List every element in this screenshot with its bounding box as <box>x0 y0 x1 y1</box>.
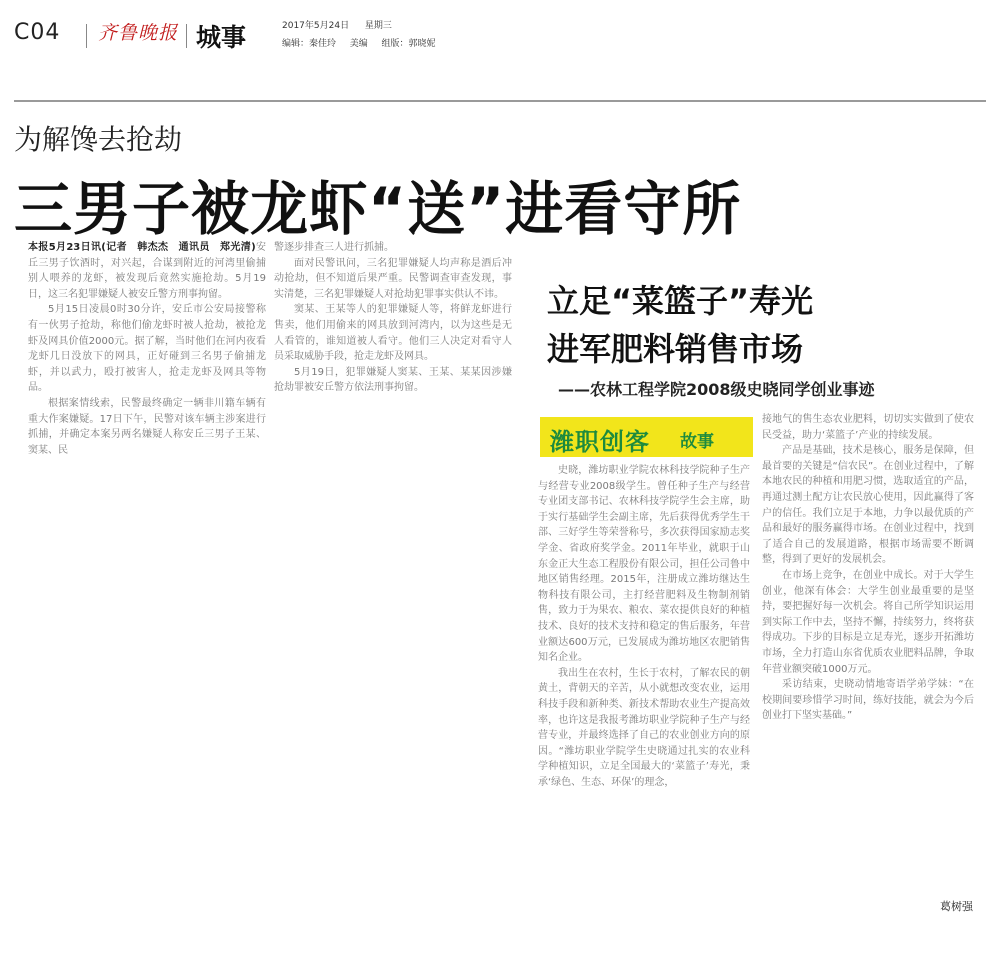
story1-paragraph: 窦某、王某等人的犯罪嫌疑人等，将鲜龙虾进行售卖，他们用偷来的网具放到河湾内，以为这些是无人看管的，谁知道被人看守。他们三人决定对看守人员采取威胁手段，抢走龙虾及网具。 <box>274 304 512 363</box>
story2-column-1 <box>538 463 750 923</box>
section-title: 城事 <box>196 23 247 52</box>
story2-deck: ——农林工程学院2008级史晓同学创业事迹 <box>558 380 875 399</box>
story1-paragraph: 警逐步排查三人进行抓捕。 <box>274 242 394 253</box>
issue-date-line <box>282 18 392 31</box>
story2-paragraph: 我出生在农村，生长于农村，了解农民的朝黄土，背朝天的辛苦，从小就想改变农业，运用科技手段和新种类、新技术帮助农业生产提高效率，也许这是我报考潍坊职业学院种子生产与经营专业，并最终选择了自己的农业创业方向的原因。“潍坊职业学院学生史晓通过扎实的农业科学种植知识，立足全国最大的‘菜篮子’寿光，秉承‘绿色、生态、环保’的理念， <box>538 667 750 788</box>
story1-kicker: 为解馋去抢劫 <box>14 123 183 156</box>
divider <box>186 24 187 48</box>
issue-date: 2017年5月24日 <box>282 21 350 31</box>
dateline: 本报5月23日讯(记者 韩杰杰 通讯员 郑光清) <box>28 242 256 253</box>
story1-headline: 三男子被龙虾“送”进看守所 <box>14 175 742 243</box>
story2-headline-line-1: 立足“菜篮子”寿光 <box>547 282 814 320</box>
header-rule <box>14 100 986 102</box>
badge-main-text: 潍职创客 <box>550 428 650 456</box>
story2-paragraph: 产品是基础，技术是核心，服务是保障，但最首要的关键是“信农民”。在创业过程中，了解本地农民的种植和用肥习惯，选取适宜的产品，再通过测土配方让农民放心使用，因此赢得了客户的信任。我们立足于本地，力争以最优质的产品和最好的服务赢得市场。在创业过程中，找到了适合自己的发展道路，根据市场需要不断调整，得到了更好的发展机会。 <box>762 445 974 566</box>
badge-sub-text: 故事 <box>680 432 714 452</box>
story2-paragraph: 接地气的售生态农业肥料，切切实实做到了使农民受益，助力‘菜篮子’产业的持续发展。 <box>762 414 974 441</box>
layout-credit: 组版：郭晓妮 <box>381 39 436 49</box>
newspaper-logo: 齐鲁晚报 <box>98 22 179 44</box>
story1-column-2 <box>274 240 512 508</box>
story2-paragraph: 在市场上竞争，在创业中成长。对于大学生创业，他深有体会：大学生创业最重要的是坚持，要把握好每一次机会。将自己所学知识运用到实际工作中去，坚持不懈，持续努力，终将获得成功。下步的目标是立足寿光，逐步开拓潍坊市场，全力打造山东省优质农业肥料品牌，争取年营业额突破1000万元。 <box>762 569 974 675</box>
story1-paragraph: 根据案情线索，民警最终确定一辆非川籍车辆有重大作案嫌疑。17日下午，民警对该车辆主涉案进行抓捕，并确定本案另两名嫌疑人称安丘三男子王某、窦某、民 <box>28 397 266 456</box>
page-number: C04 <box>14 20 61 45</box>
story1-paragraph: 5月19日，犯罪嫌疑人窦某、王某、某某因涉嫌抢劫罪被安丘警方依法刑事拘留。 <box>274 366 512 394</box>
story1-paragraph: 5月15日凌晨0时30分许，安丘市公安局接警称有一伙男子抢劫，称他们偷龙虾时被人抢劫，被抢龙虾及网具价值2000元。据了解，当时他们在河内夜看龙虾几日没放下的网具，正好碰到三名男子偷捕龙虾，并以武力，殴打被害人，抢走龙虾及网具等物品。 <box>28 304 266 394</box>
masthead <box>14 12 986 62</box>
story2-paragraph: 采访结束，史晓动情地寄语学弟学妹：“在校期间要珍惜学习时间，练好技能，就会为今后创业打下坚实基础。” <box>762 679 974 722</box>
editor-credit: 编辑：秦佳玲 <box>282 39 337 49</box>
story1-lead-paragraph <box>28 240 266 302</box>
byline: 葛树强 <box>940 900 973 913</box>
story2-paragraph: 史晓，潍坊职业学院农林科技学院种子生产与经营专业2008级学生。曾任种子生产与经营专业团支部书记、农林科技学院学生会主席，助于实行基础学生会副主席，先后获得优秀学生干部、三好学生等荣誉称号，多次获得国家励志奖学金、省政府奖学金。2011年毕业，就职于山东金正大生态工程股份有限公司，担任公司鲁中地区销售经理。2015年，注册成立潍坊继达生物科技有限公司，主打经营肥料及生物制剂销售，致力于为果农、粮农、菜农提供良好的种植技术、良好的技术支持和稳定的售后服务，年营业额达600万元，已发展成为潍坊地区农肥销售知名企业。 <box>538 465 750 664</box>
column-badge <box>540 417 753 457</box>
divider <box>86 24 87 48</box>
art-credit: 美编 <box>349 39 368 49</box>
staff-credits <box>282 36 436 49</box>
story2-column-2 <box>762 412 974 895</box>
issue-weekday: 星期三 <box>364 21 392 31</box>
story1-col1-text: 安丘三男子饮酒时，对兴起，合谋到附近的河湾里偷捕别人喂养的龙虾，被发现后竟然实施抢劫。5月19日，这三名犯罪嫌疑人被安丘警方刑事拘留。 <box>28 242 266 300</box>
story2-headline-line-2: 进军肥料销售市场 <box>547 330 804 368</box>
story1-paragraph: 面对民警讯问，三名犯罪嫌疑人均声称是酒后冲动抢劫，但不知道后果严重。民警调查审查发现，事实清楚，三名犯罪嫌疑人对抢劫犯罪事实供认不讳。 <box>274 257 512 300</box>
story1-column-1 <box>28 240 266 545</box>
